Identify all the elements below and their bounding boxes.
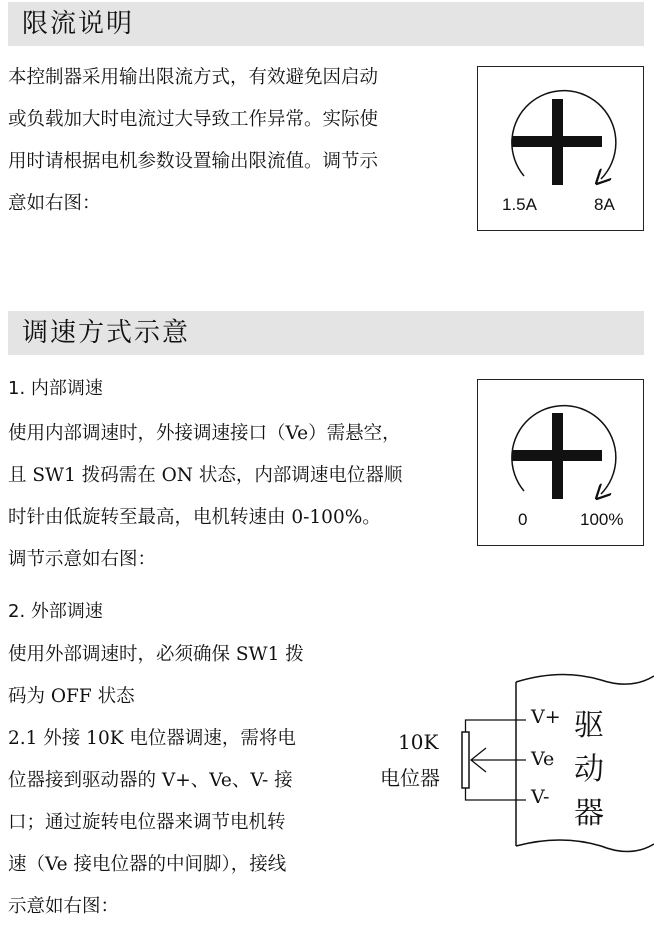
section-header-current-limit xyxy=(8,2,644,46)
knob-max-label: 8A xyxy=(594,195,615,214)
section-title: 限流说明 xyxy=(22,9,135,39)
wire-v-plus xyxy=(466,720,527,732)
wire-v-minus xyxy=(466,788,527,800)
current-limit-description xyxy=(8,57,378,225)
text-line: 且 SW1 拨码需在 ON 状态，内部调速电位器顺 xyxy=(8,465,403,486)
text-line: 本控制器采用输出限流方式，有效避免因启动 xyxy=(8,67,379,88)
pin-label-ve: Ve xyxy=(531,748,555,770)
potentiometer-resistor xyxy=(462,732,469,788)
text-line: 使用内部调速时，外接调速接口（Ve）需悬空， xyxy=(8,423,401,444)
text-line: 速（Ve 接电位器的中间脚），接线 xyxy=(8,854,287,875)
driver-top-edge xyxy=(516,674,654,684)
text-line: 意如右图： xyxy=(8,193,101,214)
knob-slot-vertical xyxy=(552,413,563,499)
pin-label-v-minus: V- xyxy=(531,786,550,808)
text-line: 时针由低旋转至最高，电机转速由 0-100%。 xyxy=(8,507,381,528)
section-title: 调速方式示意 xyxy=(22,318,191,348)
driver-bottom-edge xyxy=(516,840,654,852)
pot-value-label: 10K xyxy=(398,730,439,754)
text-line: 口；通过旋转电位器来调节电机转 xyxy=(8,812,286,833)
pin-label-v-plus: V+ xyxy=(531,706,561,728)
text-line: 示意如右图： xyxy=(8,896,120,917)
internal-speed-heading: 1. 内部调速 xyxy=(8,378,103,399)
rotation-arc-arrow xyxy=(512,91,616,179)
internal-speed-description xyxy=(8,413,402,581)
text-line: 使用外部调速时，必须确保 SW1 拨 xyxy=(8,644,304,665)
driver-label-char: 动 xyxy=(574,752,604,787)
knob-min-label: 1.5A xyxy=(502,195,537,214)
section-header-speed-control xyxy=(8,311,644,355)
text-line: 调节示意如右图： xyxy=(8,549,157,570)
text-line: 用时请根据电机参数设置输出限流值。调节示 xyxy=(8,151,379,172)
knob-max-label: 100% xyxy=(580,510,624,529)
text-line: 码为 OFF 状态 xyxy=(8,686,135,707)
text-line: 或负载加大时电流过大导致工作异常。实际使 xyxy=(8,109,379,130)
driver-label-char: 驱 xyxy=(574,708,604,743)
internal-speed-knob-diagram xyxy=(477,379,644,546)
current-limit-knob-diagram xyxy=(477,66,644,231)
knob-min-label: 0 xyxy=(518,510,528,529)
rotation-arc-arrow xyxy=(512,406,616,494)
driver-label-char: 器 xyxy=(574,796,604,831)
external-speed-heading: 2. 外部调速 xyxy=(8,601,103,622)
text-line: 位器接到驱动器的 V+、Ve、V- 接 xyxy=(8,770,293,791)
pot-name-label: 电位器 xyxy=(380,766,440,790)
external-speed-description xyxy=(8,634,304,928)
text-line: 2.1 外接 10K 电位器调速，需将电 xyxy=(8,728,296,749)
potentiometer-wiring-diagram xyxy=(376,668,654,868)
knob-slot-vertical xyxy=(552,99,563,185)
